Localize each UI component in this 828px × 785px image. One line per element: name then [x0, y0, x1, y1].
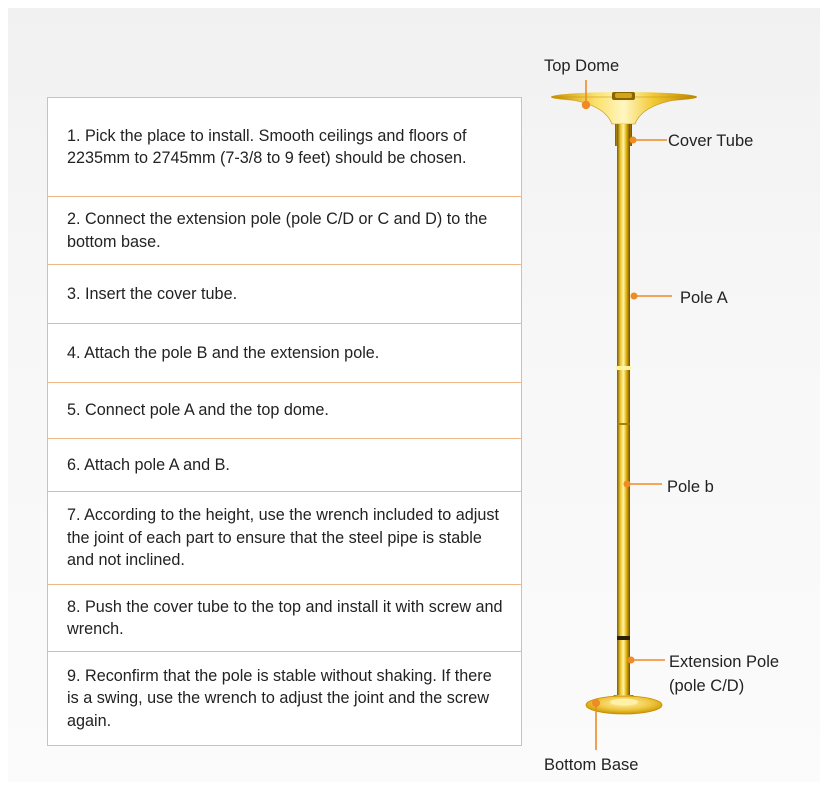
step-8: 8. Push the cover tube to the top and install it with screw and wrench. [48, 585, 521, 652]
step-5: 5. Connect pole A and the top dome. [48, 383, 521, 439]
step-7: 7. According to the height, use the wrench included to adjust the joint of each part to ensure that the steel pipe is stable and not inclined. [48, 492, 521, 585]
bottom-base-label: Bottom Base [544, 756, 639, 774]
top-dome-label: Top Dome [544, 57, 620, 75]
pole-a-label: Pole A [680, 289, 728, 307]
cover-tube-label: Cover Tube [668, 132, 754, 150]
step-6: 6. Attach pole A and B. [48, 439, 521, 492]
step-1: 1. Pick the place to install. Smooth ceilings and floors of 2235mm to 2745mm (7-3/8 to 9 feet) should be chosen. [48, 98, 521, 197]
installation-steps-list [47, 97, 522, 746]
step-2: 2. Connect the extension pole (pole C/D or C and D) to the bottom base. [48, 197, 521, 265]
step-9: 9. Reconfirm that the pole is stable without shaking. If there is a swing, use the wrench to adjust the joint and the screw again. [67, 666, 492, 730]
step-4: 4. Attach the pole B and the extension pole. [48, 324, 521, 383]
step-3: 3. Insert the cover tube. [48, 265, 521, 324]
pole-b-label: Pole b [667, 478, 714, 496]
extension-pole-sublabel: (pole C/D) [669, 677, 745, 695]
extension-pole-label: Extension Pole [669, 653, 780, 671]
